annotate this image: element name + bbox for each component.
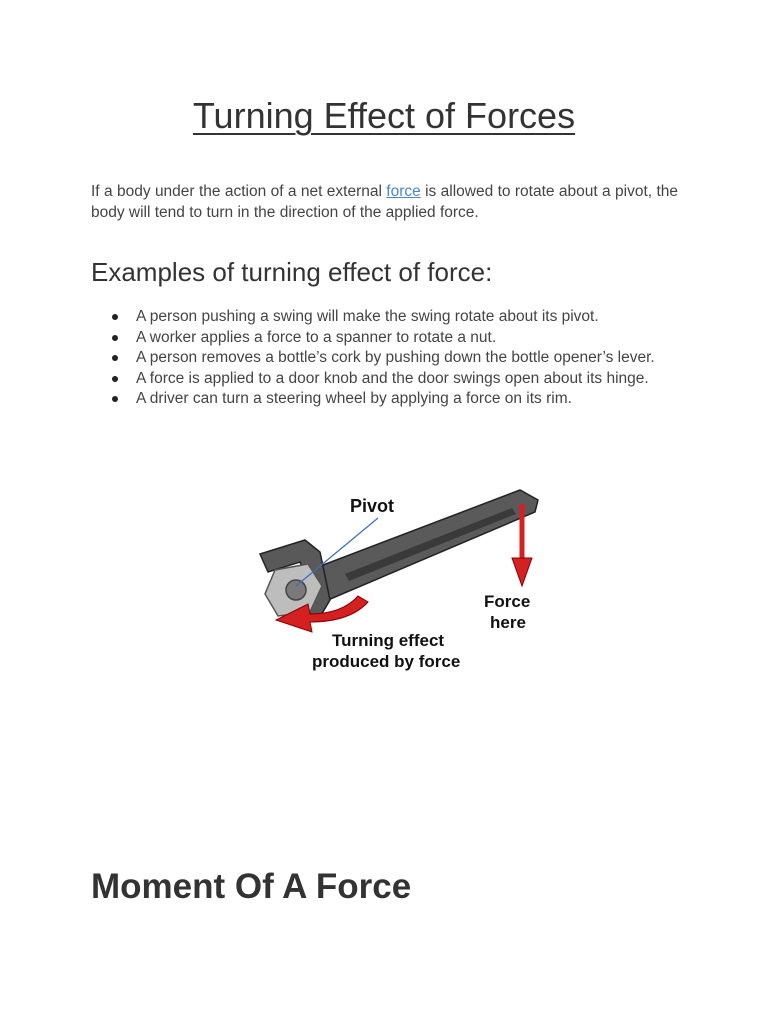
intro-paragraph (91, 181, 678, 223)
bullet-icon (112, 376, 118, 382)
pivot-label: Pivot (350, 496, 395, 516)
list-item-text: A person pushing a swing will make the swing rotate about its pivot. (136, 308, 599, 325)
bullet-icon (112, 335, 118, 341)
list-item (91, 348, 691, 369)
force-arrow-head-icon (512, 558, 532, 586)
bullet-icon (112, 314, 118, 320)
intro-text-after-link: is allowed to rotate about a pivot, the body will tend to turn in the direction of the applied force. (91, 183, 678, 221)
bullet-icon (112, 396, 118, 402)
list-item-text: A force is applied to a door knob and the door swings open about its hinge. (136, 369, 649, 387)
list-item (91, 307, 691, 328)
list-item (91, 369, 691, 390)
page-title: Turning Effect of Forces (192, 95, 576, 136)
list-item (91, 328, 691, 349)
list-item-text: A driver can turn a steering wheel by applying a force on its rim. (136, 390, 572, 407)
list-item-text: A person removes a bottle’s cork by pushing down the bottle opener’s lever. (136, 349, 655, 366)
force-label-line2: here (490, 613, 526, 632)
pivot-point-icon (286, 580, 306, 600)
section-heading: Moment Of A Force (91, 867, 412, 906)
intro-text-before-link: If a body under the action of a net external (91, 183, 387, 200)
spanner-diagram (250, 482, 550, 682)
turning-label-line2: produced by force (312, 652, 461, 671)
force-label-line1: Force (484, 592, 531, 611)
bullet-icon (112, 355, 118, 361)
force-link[interactable]: force (386, 183, 421, 200)
examples-heading: Examples of turning effect of force: (91, 257, 493, 287)
examples-list (91, 307, 691, 410)
list-item (91, 389, 691, 410)
list-item-text: A worker applies a force to a spanner to rotate a nut. (136, 328, 497, 346)
spanner-handle-groove (345, 508, 516, 581)
turning-label-line1: Turning effect (332, 631, 445, 650)
